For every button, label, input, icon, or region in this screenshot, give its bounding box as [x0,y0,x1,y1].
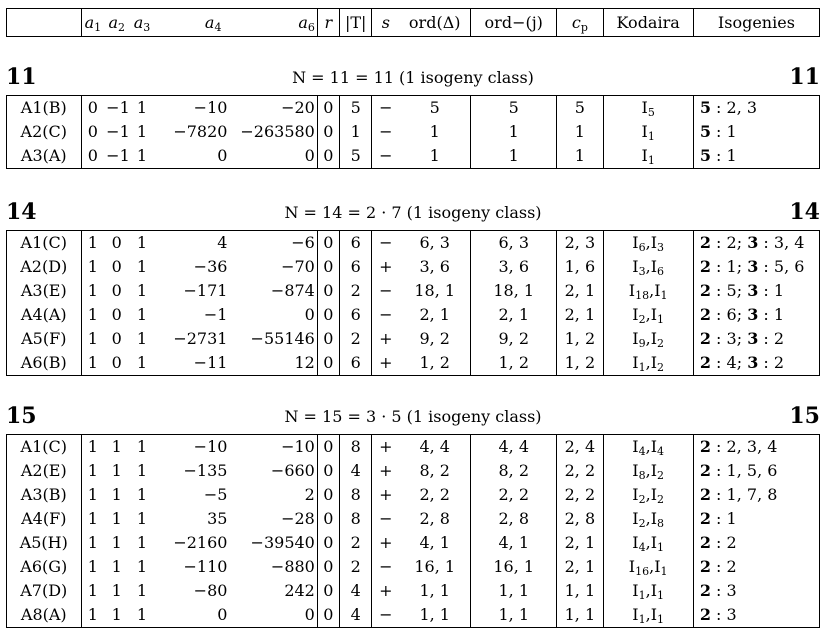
isogenies: 5 : 2, 3 [693,96,819,121]
table-row [7,327,820,351]
coef-a3: 1 [129,231,154,256]
coef-a3: 1 [136,581,148,600]
kodaira-symbol: $I_1,I_1$ [603,603,693,628]
rank: 0 [317,459,339,483]
kodaira-symbol: $I_4,I_1$ [603,531,693,555]
sign: + [379,461,393,480]
kodaira-symbol: $I_2,I_1$ [603,303,693,327]
coef-a3: 1 [129,351,154,376]
ord-j: 18, 1 [471,279,557,303]
isogenies: 2 : 6; 3 : 1 [693,303,819,327]
coef-a1: 1 [87,581,98,600]
coef-a2: 1 [111,461,122,480]
rank: 0 [317,351,339,376]
coef-a4: −11 [155,351,236,376]
coef-a1: 1 [87,533,98,552]
coef-a1: 1 [81,603,104,628]
coef-a4: −2160 [173,533,228,552]
coef-a2: 0 [111,305,122,324]
curve-name: A7(D) [7,579,82,603]
isogenies: 2 : 1, 7, 8 [693,483,819,507]
header-rank: r [317,9,339,37]
coef-a1: 1 [87,557,98,576]
table-row [7,603,820,628]
curve-name: A2(D) [7,255,82,279]
coef-a1: 1 [81,231,104,256]
coef-a1: 1 [87,461,98,480]
torsion: 6 [339,255,372,279]
coef-a2: −1 [104,144,129,169]
coef-a6: 2 [235,483,317,507]
coef-a1: 1 [81,351,104,376]
torsion: 6 [339,231,372,256]
coef-a6: 242 [235,579,317,603]
coef-a6: −28 [235,507,317,531]
section-title: N = 14 = 2 · 7 (1 isogeny class) [284,203,542,222]
ord-delta: 4, 1 [399,531,470,555]
ord-delta: 1, 1 [399,579,470,603]
header-ord-j: ord−(j) [471,9,557,37]
kodaira-symbol: $I_{18},I_1$ [603,279,693,303]
tamagawa-cp: 1, 6 [557,255,603,279]
kodaira-symbol: $I_5$ [603,96,693,121]
ord-j: 16, 1 [471,555,557,579]
curve-name: A1(B) [7,96,82,121]
column-header-table [6,8,820,37]
kodaira-symbol: $I_2,I_2$ [603,483,693,507]
coef-a2: 0 [111,257,122,276]
kodaira-symbol: $I_2,I_8$ [603,507,693,531]
coef-a4: −5 [203,485,228,504]
ord-j: 4, 1 [471,531,557,555]
coef-a4: −135 [183,461,228,480]
coef-a2: 1 [111,581,122,600]
coef-a1: 1 [87,485,98,504]
isogenies: 2 : 5; 3 : 1 [693,279,819,303]
coef-a3: 1 [136,281,148,300]
torsion: 2 [339,531,372,555]
ord-j: 1 [471,120,557,144]
section-title: N = 15 = 3 · 5 (1 isogeny class) [284,407,542,426]
section-label-left: 15 [6,403,37,429]
coef-a6: 0 [235,603,317,628]
table-row [7,483,820,507]
table-row [7,351,820,376]
coef-a4: 0 [155,144,236,169]
ord-delta: 3, 6 [399,255,470,279]
coef-a6: −20 [235,96,317,121]
coef-a4: −7820 [173,122,228,141]
sign: − [379,281,393,300]
ord-j: 2, 8 [471,507,557,531]
tamagawa-cp: 2, 8 [557,507,603,531]
curve-name: A3(E) [7,279,82,303]
ord-j: 5 [471,96,557,121]
header-ord-delta: ord(Δ) [399,9,470,37]
ord-j: 2, 2 [471,483,557,507]
tamagawa-cp: 1, 2 [557,327,603,351]
coef-a3: 1 [129,96,154,121]
curve-name: A5(F) [7,327,82,351]
isogenies: 2 : 4; 3 : 2 [693,351,819,376]
rank: 0 [317,507,339,531]
isogenies: 5 : 1 [693,120,819,144]
coef-a6: −6 [235,231,317,256]
coef-a6: −55146 [235,327,317,351]
coef-a4: −36 [193,257,228,276]
torsion: 8 [339,435,372,460]
curve-name: A5(H) [7,531,82,555]
kodaira-symbol: $I_3,I_6$ [603,255,693,279]
ord-delta: 16, 1 [399,555,470,579]
coef-a4: −171 [183,281,228,300]
table-row [7,231,820,256]
coef-a6: −660 [235,459,317,483]
coef-a6: −70 [235,255,317,279]
section-heading [6,64,820,90]
curve-table [6,95,820,169]
table-row [7,279,820,303]
ord-j: 8, 2 [471,459,557,483]
header-cp: $c_p$ [557,9,603,37]
isogenies: 2 : 2, 3, 4 [693,435,819,460]
kodaira-symbol: $I_9,I_2$ [603,327,693,351]
coef-a6: −880 [235,555,317,579]
ord-j: 3, 6 [471,255,557,279]
ord-j: 1, 1 [471,579,557,603]
isogenies: 2 : 2 [693,555,819,579]
coef-a2: 0 [104,351,129,376]
table-row [7,507,820,531]
rank: 0 [317,96,339,121]
coef-a6: 12 [235,351,317,376]
coef-a4: 0 [155,603,236,628]
coef-a1: 1 [87,281,98,300]
torsion: 5 [339,96,372,121]
sign: + [379,257,393,276]
rank: 0 [317,579,339,603]
torsion: 2 [339,327,372,351]
torsion: 6 [339,351,372,376]
rank: 0 [317,231,339,256]
rank: 0 [317,483,339,507]
table-row [7,144,820,169]
curve-name: A3(B) [7,483,82,507]
kodaira-symbol: $I_1$ [603,144,693,169]
section-title: N = 11 = 11 (1 isogeny class) [292,68,534,87]
header-a3: $a_3$ [129,9,154,37]
ord-delta: 2, 8 [399,507,470,531]
ord-delta: 2, 1 [399,303,470,327]
coef-a4: −10 [155,96,236,121]
header-a1: $a_1$ [81,9,104,37]
rank: 0 [317,603,339,628]
torsion: 4 [339,459,372,483]
kodaira-symbol: $I_1$ [603,120,693,144]
rank: 0 [317,435,339,460]
coef-a6: −263580 [235,120,317,144]
table-row [7,303,820,327]
sign: + [372,351,399,376]
sign: + [379,533,393,552]
tamagawa-cp: 2, 1 [557,531,603,555]
isogenies: 2 : 3; 3 : 2 [693,327,819,351]
header-kodaira: Kodaira [603,9,693,37]
kodaira-symbol: $I_6,I_3$ [603,231,693,256]
torsion: 6 [339,303,372,327]
header-torsion: |T| [339,9,372,37]
tamagawa-cp: 2, 4 [557,435,603,460]
coef-a3: 1 [136,122,148,141]
ord-j: 1 [471,144,557,169]
coef-a2: 1 [111,557,122,576]
torsion: 4 [339,579,372,603]
isogenies: 2 : 3 [693,579,819,603]
coef-a3: 1 [129,144,154,169]
ord-j: 2, 1 [471,303,557,327]
coef-a4: −110 [183,557,228,576]
torsion: 8 [339,507,372,531]
coef-a6: −874 [235,279,317,303]
curve-name: A4(F) [7,507,82,531]
sign: − [372,96,399,121]
isogenies: 2 : 3 [693,603,819,628]
rank: 0 [317,303,339,327]
table-row [7,120,820,144]
ord-delta: 2, 2 [399,483,470,507]
table-row [7,579,820,603]
section-label-right: 11 [789,64,820,90]
coef-a1: 1 [81,435,104,460]
coef-a4: 35 [207,509,228,528]
tamagawa-cp: 2, 2 [557,459,603,483]
coef-a3: 1 [136,509,148,528]
sign: − [379,509,393,528]
coef-a2: 1 [104,603,129,628]
curve-name: A2(C) [7,120,82,144]
header-curve-column [7,9,82,37]
coef-a2: −1 [106,122,130,141]
table-row [7,555,820,579]
coef-a6: −39540 [235,531,317,555]
isogenies: 2 : 1 [693,507,819,531]
header-isogenies: Isogenies [693,9,819,37]
kodaira-symbol: $I_4,I_4$ [603,435,693,460]
tamagawa-cp: 1, 2 [557,351,603,376]
rank: 0 [317,279,339,303]
ord-delta: 18, 1 [399,279,470,303]
table-row [7,96,820,121]
tamagawa-cp: 1, 1 [557,603,603,628]
curve-name: A6(G) [7,555,82,579]
curve-name: A4(A) [7,303,82,327]
ord-j: 6, 3 [471,231,557,256]
sign: + [372,435,399,460]
coef-a3: 1 [136,329,148,348]
header-a4: $a_4$ [155,9,236,37]
coef-a1: 0 [81,144,104,169]
curve-name: A6(B) [7,351,82,376]
isogenies: 2 : 2 [693,531,819,555]
ord-j: 4, 4 [471,435,557,460]
ord-j: 1, 1 [471,603,557,628]
tamagawa-cp: 2, 1 [557,279,603,303]
coef-a1: 0 [81,96,104,121]
torsion: 4 [339,603,372,628]
sign: + [379,581,393,600]
sign: − [379,557,393,576]
curve-table [6,434,820,628]
coef-a3: 1 [136,557,148,576]
section-label-right: 14 [789,199,820,225]
sign: + [379,329,393,348]
section-label-right: 15 [789,403,820,429]
coef-a6: 0 [235,303,317,327]
tamagawa-cp: 2, 3 [557,231,603,256]
ord-delta: 1 [399,144,470,169]
isogenies: 2 : 1; 3 : 5, 6 [693,255,819,279]
tamagawa-cp: 2, 1 [557,303,603,327]
coef-a3: 1 [136,305,148,324]
ord-delta: 4, 4 [399,435,470,460]
curve-name: A1(C) [7,435,82,460]
coef-a3: 1 [136,533,148,552]
table-row [7,459,820,483]
kodaira-symbol: $I_1,I_1$ [603,579,693,603]
coef-a2: 0 [104,231,129,256]
ord-delta: 1, 2 [399,351,470,376]
coef-a2: 0 [111,329,122,348]
table-row [7,255,820,279]
curve-name: A2(E) [7,459,82,483]
rank: 0 [317,531,339,555]
tamagawa-cp: 5 [557,96,603,121]
ord-delta: 1 [399,120,470,144]
header-sign: s [372,9,399,37]
header-a6: $a_6$ [235,9,317,37]
coef-a1: 0 [87,122,98,141]
tamagawa-cp: 2, 2 [557,483,603,507]
coef-a2: −1 [104,96,129,121]
coef-a2: 1 [111,485,122,504]
isogenies: 2 : 1, 5, 6 [693,459,819,483]
torsion: 1 [339,120,372,144]
ord-j: 9, 2 [471,327,557,351]
coef-a4: −10 [155,435,236,460]
torsion: 8 [339,483,372,507]
coef-a3: 1 [136,257,148,276]
coef-a1: 1 [87,509,98,528]
sign: − [372,231,399,256]
ord-delta: 1, 1 [399,603,470,628]
kodaira-symbol: $I_1,I_2$ [603,351,693,376]
section-label-left: 14 [6,199,37,225]
coef-a4: −2731 [173,329,228,348]
tamagawa-cp: 1 [557,144,603,169]
rank: 0 [317,255,339,279]
ord-j: 1, 2 [471,351,557,376]
coef-a2: 1 [104,435,129,460]
ord-delta: 5 [399,96,470,121]
kodaira-symbol: $I_{16},I_1$ [603,555,693,579]
table-row [7,531,820,555]
table-row [7,435,820,460]
sign: − [379,305,393,324]
sign: − [372,603,399,628]
rank: 0 [317,120,339,144]
section-heading [6,403,820,429]
ord-delta: 9, 2 [399,327,470,351]
coef-a4: 4 [155,231,236,256]
kodaira-symbol: $I_8,I_2$ [603,459,693,483]
coef-a6: −10 [235,435,317,460]
isogenies: 2 : 2; 3 : 3, 4 [693,231,819,256]
coef-a1: 1 [87,257,98,276]
rank: 0 [317,327,339,351]
curve-name: A1(C) [7,231,82,256]
sign: − [379,122,393,141]
isogenies: 5 : 1 [693,144,819,169]
coef-a3: 1 [136,461,148,480]
tamagawa-cp: 1 [557,120,603,144]
coef-a6: 0 [235,144,317,169]
coef-a1: 1 [87,329,98,348]
tamagawa-cp: 1, 1 [557,579,603,603]
torsion: 2 [339,279,372,303]
torsion: 2 [339,555,372,579]
coef-a3: 1 [129,603,154,628]
ord-delta: 8, 2 [399,459,470,483]
coef-a2: 1 [111,509,122,528]
tamagawa-cp: 2, 1 [557,555,603,579]
section-heading [6,199,820,225]
coef-a2: 0 [111,281,122,300]
coef-a2: 1 [111,533,122,552]
curve-name: A3(A) [7,144,82,169]
rank: 0 [317,144,339,169]
torsion: 5 [339,144,372,169]
header-a2: $a_2$ [104,9,129,37]
sign: + [379,485,393,504]
curve-name: A8(A) [7,603,82,628]
coef-a1: 1 [87,305,98,324]
sign: − [372,144,399,169]
section-label-left: 11 [6,64,37,90]
coef-a3: 1 [129,435,154,460]
curve-table [6,230,820,376]
coef-a4: −1 [203,305,228,324]
ord-delta: 6, 3 [399,231,470,256]
rank: 0 [317,555,339,579]
coef-a3: 1 [136,485,148,504]
coef-a4: −80 [193,581,228,600]
